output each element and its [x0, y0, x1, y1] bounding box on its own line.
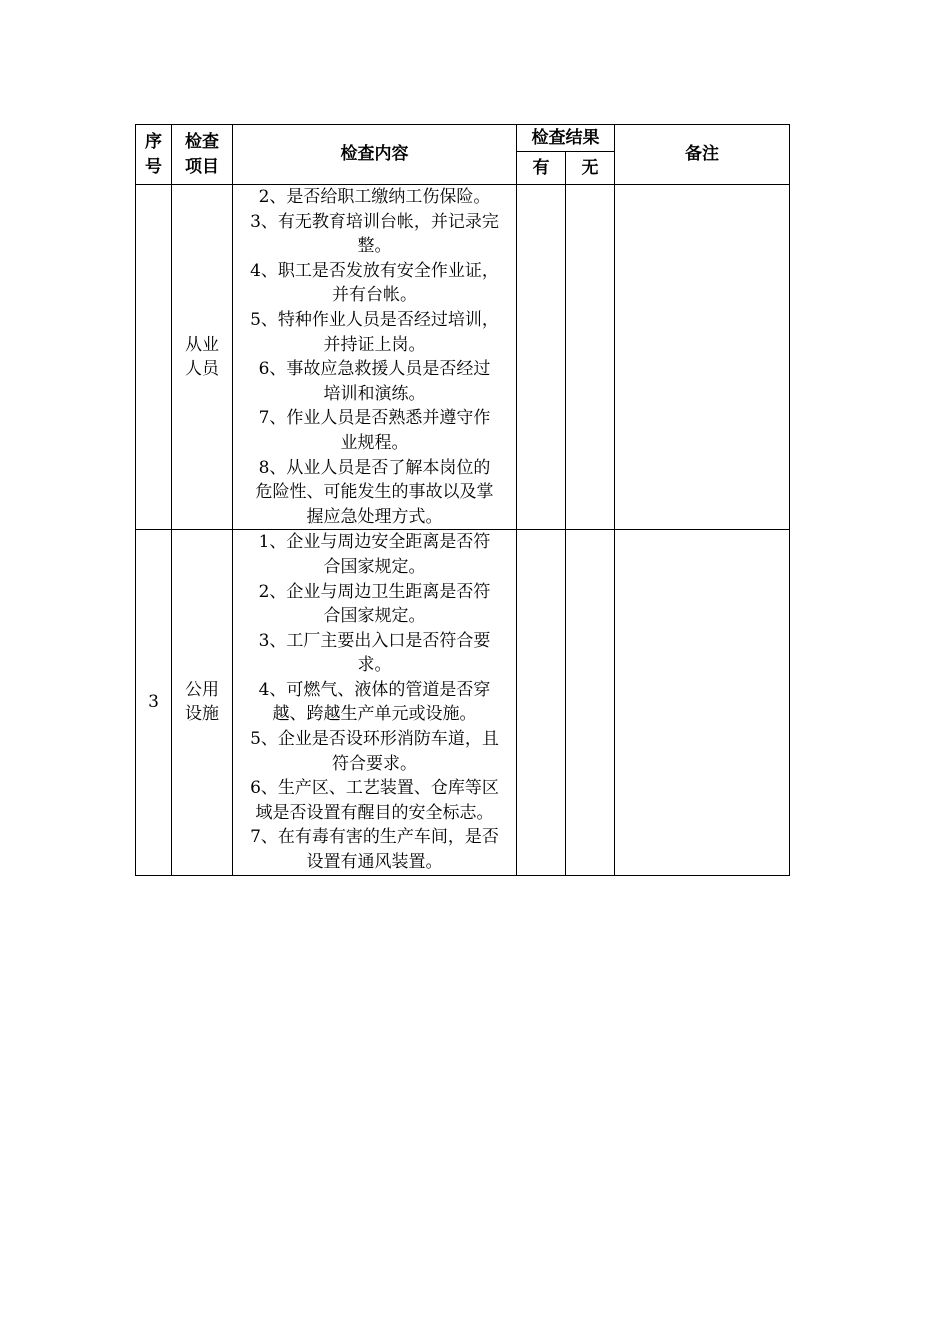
header-item-line2: 项目	[185, 156, 219, 177]
content-line: 2、是否给职工缴纳工伤保险。	[258, 187, 491, 207]
content-line: 越、跨越生产单元或设施。	[272, 704, 477, 725]
row-remark-cell[interactable]	[615, 530, 790, 875]
row-no-cell[interactable]	[566, 530, 615, 875]
header-item-line1: 检查	[185, 131, 219, 152]
content-line: 合国家规定。	[323, 606, 426, 627]
header-seq-line1: 序	[145, 131, 162, 152]
table-row	[136, 530, 790, 875]
row-item-line2: 设施	[185, 704, 219, 725]
content-line: 培训和演练。	[323, 383, 426, 404]
content-line: 2、企业与周边卫生距离是否符	[258, 581, 491, 602]
content-line: 符合要求。	[332, 753, 417, 774]
table-row	[136, 185, 790, 530]
header-no: 无	[566, 152, 615, 185]
row-seq	[136, 185, 172, 530]
header-seq	[136, 125, 172, 185]
header-row-top	[136, 125, 790, 152]
header-seq-line2: 号	[145, 156, 162, 177]
content-line: 合国家规定。	[323, 556, 426, 577]
content-line: 6、事故应急救援人员是否经过	[258, 359, 491, 380]
content-line: 3、有无教育培训台帐，并记录完	[250, 211, 499, 232]
row-seq: 3	[136, 530, 172, 875]
row-item-line2: 人员	[185, 359, 219, 380]
row-yes-cell[interactable]	[517, 530, 566, 875]
content-line: 并有台帐。	[332, 285, 417, 306]
row-item-line1: 公用	[185, 679, 219, 700]
row-item	[172, 185, 233, 530]
header-yes: 有	[517, 152, 566, 185]
row-yes-cell[interactable]	[517, 185, 566, 530]
content-line: 4、职工是否发放有安全作业证，	[250, 260, 499, 281]
row-content	[233, 185, 517, 530]
row-item-line1: 从业	[185, 334, 219, 355]
content-line: 1、企业与周边安全距离是否符	[258, 532, 491, 553]
content-line: 设置有通风装置。	[306, 852, 443, 873]
content-line: 业规程。	[340, 432, 409, 453]
content-line: 域是否设置有醒目的安全标志。	[255, 802, 494, 823]
content-line: 危险性、可能发生的事故以及掌	[255, 482, 494, 503]
content-line: 7、作业人员是否熟悉并遵守作	[258, 408, 491, 429]
content-line: 求。	[357, 655, 392, 676]
content-line: 整。	[357, 236, 392, 257]
header-remark: 备注	[615, 125, 790, 185]
content-line: 7、在有毒有害的生产车间，是否	[250, 827, 499, 848]
content-line: 5、企业是否设环形消防车道，且	[250, 729, 499, 750]
content-line: 并持证上岗。	[323, 334, 426, 355]
row-remark-cell[interactable]	[615, 185, 790, 530]
content-line: 4、可燃气、液体的管道是否穿	[258, 679, 491, 700]
header-content: 检查内容	[233, 125, 517, 185]
content-line: 3、工厂主要出入口是否符合要	[258, 630, 491, 651]
row-content	[233, 530, 517, 875]
content-line: 5、特种作业人员是否经过培训，	[250, 309, 499, 330]
row-no-cell[interactable]	[566, 185, 615, 530]
row-item	[172, 530, 233, 875]
header-result: 检查结果	[517, 125, 615, 152]
inspection-table	[135, 124, 790, 876]
content-line: 6、生产区、工艺装置、仓库等区	[250, 778, 499, 799]
header-item	[172, 125, 233, 185]
content-line: 握应急处理方式。	[306, 506, 443, 527]
content-line: 8、从业人员是否了解本岗位的	[258, 457, 491, 478]
